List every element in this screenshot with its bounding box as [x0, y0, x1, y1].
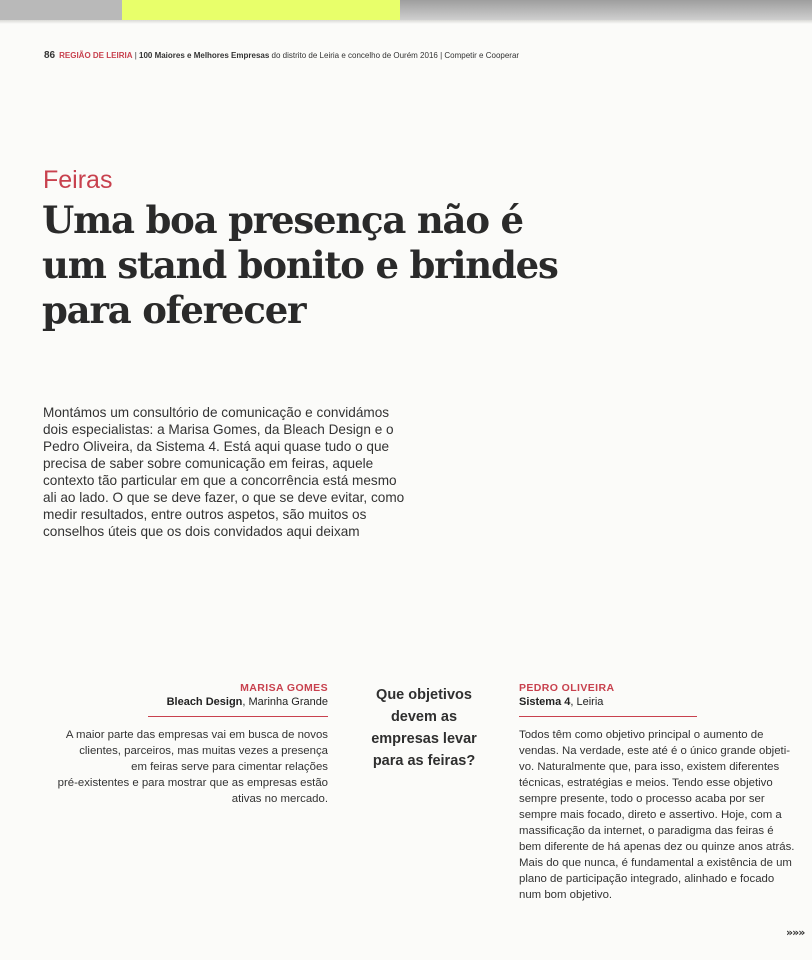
headline-line: um stand bonito e brindes	[42, 243, 558, 287]
expert-org: Bleach Design	[166, 696, 243, 708]
answer-line: em feiras serve para cimentar relações	[131, 761, 328, 773]
expert-answer-text	[40, 727, 328, 807]
continue-arrows-icon: »»»	[786, 926, 805, 939]
accent-rule	[519, 716, 697, 717]
running-head	[44, 50, 744, 61]
page-number: 86	[44, 50, 56, 61]
expert-affiliation	[40, 696, 328, 708]
article-kicker: Feiras	[43, 166, 113, 194]
expert-org: Sistema 4	[519, 696, 571, 708]
lead-line: ali ao lado. O que se deve fazer, o que se deve evitar, como	[43, 490, 405, 505]
lead-line: precisa de saber sobre comunicação em feiras, aquele	[43, 456, 374, 471]
interview-question	[352, 684, 496, 772]
expert-affiliation	[519, 696, 797, 708]
question-line: empresas levar	[371, 731, 477, 747]
expert-name: MARISA GOMES	[240, 682, 328, 694]
answer-line: técnicas, estratégias e meios. Tendo esse objetivo	[519, 777, 773, 789]
article-lead	[43, 404, 423, 540]
answer-line: plano de participação integrado, alinhado e focado	[519, 873, 775, 885]
answer-line: vo. Naturalmente que, para isso, existem diferentes	[519, 761, 780, 773]
section-name: REGIÃO DE LEIRIA	[59, 51, 133, 60]
accent-rule	[148, 716, 328, 717]
answer-line: Todos têm como objetivo principal o aumento de	[519, 729, 764, 741]
answer-line: bem diferente de há apenas dez ou quinze anos atrás.	[519, 841, 795, 853]
expert-name: PEDRO OLIVEIRA	[519, 682, 615, 694]
lead-line: Pedro Oliveira, da Sistema 4. Está aqui quase tudo o que	[43, 439, 390, 454]
publication-name: 100 Maiores e Melhores Empresas	[139, 51, 270, 60]
answer-line: sempre mais focado, direto e assertivo. Hoje, com a	[519, 809, 782, 821]
chapter-name: Competir e Cooperar	[444, 51, 520, 60]
expert-location: , Leiria	[570, 696, 604, 708]
strip-highlight	[122, 0, 400, 20]
article-headline	[42, 198, 682, 333]
answer-line: Mais do que nunca, é fundamental a existência de um	[519, 857, 792, 869]
question-line: para as feiras?	[372, 753, 476, 769]
strip-gray-left	[0, 0, 122, 20]
strip-shadow	[0, 20, 812, 24]
lead-line: conselhos úteis que os dois convidados aqui deixam	[43, 524, 360, 539]
separator: |	[437, 51, 445, 60]
lead-line: contexto tão particular em que a concorrência está mesmo	[43, 473, 397, 488]
question-line: devem as	[390, 709, 458, 725]
separator: |	[132, 51, 139, 60]
answer-line: pré-existentes e para mostrar que as empresas estão	[57, 777, 328, 789]
answer-line: A maior parte das empresas vai em busca de novos	[65, 729, 328, 741]
expert-location: , Marinha Grande	[242, 696, 328, 708]
expert-answer-text	[519, 727, 797, 903]
expert-answer-marisa	[40, 682, 328, 807]
headline-line: para oferecer	[42, 288, 306, 332]
answer-line: massificação da internet, o paradigma das feiras é	[519, 825, 774, 837]
strip-gray-right	[400, 0, 812, 20]
publication-subtitle: do distrito de Leiria e concelho de Ourém 2016	[269, 51, 438, 60]
answer-line: ativas no mercado.	[231, 793, 328, 805]
answer-line: num bom objetivo.	[519, 889, 613, 901]
headline-line: Uma boa presença não é	[42, 198, 523, 242]
lead-line: medir resultados, entre outros aspetos, são muitos os	[43, 507, 367, 522]
question-line: Que objetivos	[376, 687, 472, 703]
expert-answer-pedro	[519, 682, 797, 903]
answer-line: sempre presente, todo o processo acaba por ser	[519, 793, 765, 805]
answer-line: clientes, parceiros, mas muitas vezes a presença	[79, 745, 328, 757]
lead-line: dois especialistas: a Marisa Gomes, da Bleach Design e o	[43, 422, 394, 437]
top-color-strip	[0, 0, 812, 22]
answer-line: vendas. Na verdade, este até é o único grande objeti-	[519, 745, 791, 757]
lead-line: Montámos um consultório de comunicação e convidámos	[43, 405, 390, 420]
